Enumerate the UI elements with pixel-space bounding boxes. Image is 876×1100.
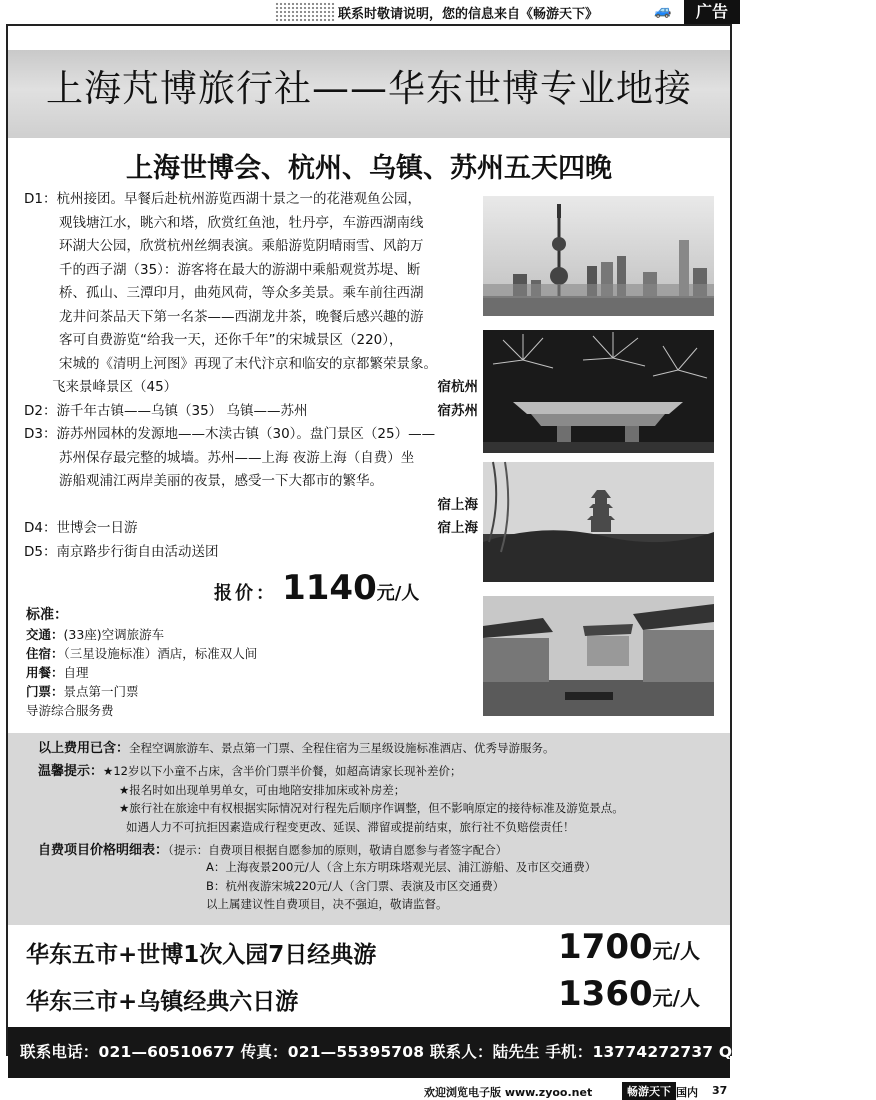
optional-line: 以上属建议性自费项目，决不强迫，敬请监督。 <box>206 897 448 911</box>
price-amount: 1140 <box>282 568 377 608</box>
optional-line: B：杭州夜游宋城220元/人（含门票、表演及市区交通费） <box>206 879 505 893</box>
transport-label: 交通： <box>26 627 64 642</box>
ticket-label: 门票： <box>26 684 64 699</box>
source-notice: 联系时敬请说明，您的信息来自《畅游天下》 <box>338 7 599 22</box>
footer-magazine: 畅游天下 <box>622 1082 676 1100</box>
itin-line <box>24 376 484 400</box>
ticket-value: 景点第一门票 <box>63 684 139 699</box>
itin-line: 客可自费游览“给我一天，还你千年”的宋城景区（220）， <box>59 332 403 348</box>
tip-line: 如遇人力不可抗拒因素造成行程变更改、延误、滞留或提前结束，旅行社不负赔偿责任！ <box>126 820 575 834</box>
shanghai-skyline-photo <box>483 196 714 316</box>
expo-pavilion-photo <box>483 330 714 453</box>
itin-line: 千的西子湖（35）：游客将在最大的游湖中乘船观赏苏堤、断 <box>59 261 421 278</box>
contact-bar: 联系电话：021—60510677 传真：021—55395708 联系人：陆先生 手机：13774272737 QQ号：743827432 <box>8 1027 730 1078</box>
section-label: 广告 <box>684 0 740 24</box>
itin-line: D1：杭州接团。早餐后赴杭州游览西湖十景之一的花港观鱼公园， <box>24 191 421 207</box>
itin-stay-row <box>24 494 484 518</box>
tip-line: ★旅行社在旅途中有权根据实际情况对行程先后顺序作调整，但不影响原定的接待标准及游览景点。 <box>119 801 624 815</box>
leifeng-pagoda-photo <box>483 462 714 582</box>
optional-label: 自费项目价格明细表： <box>38 843 169 858</box>
page-footer <box>0 1080 740 1100</box>
tour-price-unit: 元/人 <box>652 939 700 963</box>
itin-text: D4：世博会一日游 <box>24 520 138 536</box>
route-title: 上海世博会、杭州、乌镇、苏州五天四晚 <box>126 153 612 184</box>
meal-label: 用餐： <box>26 665 64 680</box>
footer-site: 欢迎浏览电子版 www.zyoo.net <box>424 1086 593 1099</box>
itin-line: D3：游苏州园林的发源地——木渎古镇（30）。盘门景区（25）—— <box>24 426 436 442</box>
overnight-shanghai: 宿上海 <box>437 496 478 513</box>
car-icon: 🚙 <box>654 3 672 19</box>
itin-line: D5：南京路步行街自由活动送团 <box>24 543 219 560</box>
tips-label: 温馨提示： <box>38 764 104 779</box>
itin-line: 宋城的《清明上河图》再现了末代汴京和临安的京都繁荣景象。 <box>59 355 437 372</box>
overnight-suzhou: 宿苏州 <box>437 402 478 419</box>
price-quote <box>214 568 419 608</box>
tour-price-amount: 1700 <box>558 927 653 967</box>
agency-title: 上海芃博旅行社——华东世博专业地接 <box>46 67 692 110</box>
transport-value: (33座)空调旅游车 <box>63 627 165 642</box>
optional-line: （提示：自费项目根据自愿参加的原则，敬请自愿参与者签字配合） <box>168 843 508 857</box>
meal-value: 自理 <box>63 665 89 680</box>
halftone-decoration <box>275 2 335 22</box>
guide-fee: 导游综合服务费 <box>26 703 114 718</box>
included-text: 全程空调旅游车、景点第一门票、全程住宿为三星级设施标准酒店、优秀导游服务。 <box>129 741 555 755</box>
itin-day4 <box>24 517 484 541</box>
itin-line: 桥、孤山、三潭印月，曲苑风荷，等众多美景。乘车前往西湖 <box>59 285 424 301</box>
standards-title: 标准： <box>26 607 68 623</box>
itin-line: 苏州保存最完整的城墙。苏州——上海 夜游上海（自费）坐 <box>59 449 415 466</box>
standards <box>26 606 257 720</box>
water-town-photo <box>483 596 714 716</box>
tour-price <box>558 974 700 1014</box>
tour-price-unit: 元/人 <box>652 986 700 1010</box>
included-label: 以上费用已含： <box>38 741 130 756</box>
itin-day2 <box>24 400 484 424</box>
page-number: 37 <box>712 1084 728 1097</box>
itinerary <box>24 188 484 564</box>
price-label: 报价： <box>214 583 277 604</box>
tour-name: 华东五市+世博1次入园7日经典游 <box>26 942 377 968</box>
itin-text: 飞来景峰景区（45） <box>52 379 178 395</box>
tip-line: ★12岁以下小童不占床，含半价门票半价餐，如超高请家长现补差价； <box>103 764 462 778</box>
optional-line: A：上海夜景200元/人（含上东方明珠塔观光层、浦江游船、及市区交通费） <box>206 860 597 874</box>
price-unit: 元/人 <box>376 583 420 604</box>
top-strip <box>0 0 740 24</box>
footer-section: 国内 <box>676 1086 698 1099</box>
tour-price <box>558 927 700 967</box>
tour-name: 华东三市+乌镇经典六日游 <box>26 989 299 1015</box>
itin-line: 环湖大公园，欣赏杭州丝绸表演。乘船游览阴晴雨雪、风韵万 <box>59 238 424 254</box>
hotel-value: （三星设施标准）酒店，标准双人间 <box>63 646 258 661</box>
itin-line: 龙井问茶品天下第一名茶——西湖龙井茶，晚餐后感兴趣的游 <box>59 308 424 325</box>
hotel-label: 住宿： <box>26 646 64 661</box>
overnight-shanghai-2: 宿上海 <box>437 520 478 536</box>
notes-panel <box>8 733 730 925</box>
itin-line: 游船观浦江两岸美丽的夜景，感受一下大都市的繁华。 <box>59 473 383 489</box>
itin-text: D2：游千年古镇——乌镇（35） 乌镇——苏州 <box>24 402 308 419</box>
tour-price-amount: 1360 <box>558 974 653 1014</box>
overnight-hangzhou: 宿杭州 <box>437 379 478 395</box>
tip-line: ★报名时如出现单男单女，可由地陪安排加床或补房差； <box>119 783 406 797</box>
itin-line: 观钱塘江水，眺六和塔，欣赏红鱼池，牡丹亭，车游西湖南线 <box>59 214 424 231</box>
